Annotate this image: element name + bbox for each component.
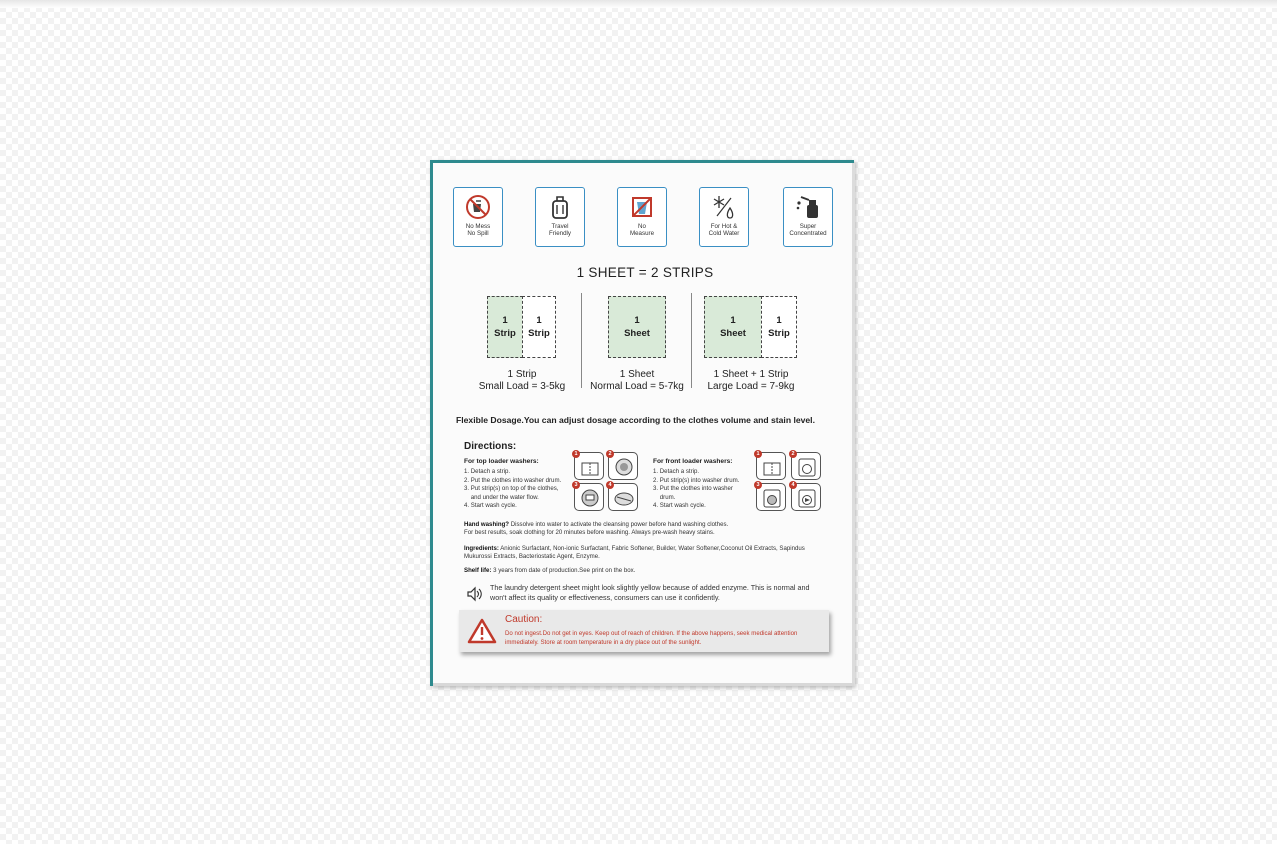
step: 2. Put the clothes into washer drum.: [464, 476, 562, 484]
top-loader-step-tile: [574, 483, 604, 511]
dosage-load: Large Load = 7-9kg: [707, 381, 795, 392]
square-number: 1: [634, 315, 640, 326]
ingredients-label: Ingredients:: [464, 545, 499, 552]
feature-concentrated: [783, 187, 833, 247]
washer-drum-icon: [613, 457, 635, 477]
no-measure-cup-icon: [627, 192, 657, 222]
strip-square: [487, 296, 523, 358]
dosage-caption-normal: [572, 369, 702, 393]
feature-travel: [535, 187, 585, 247]
no-spill-icon: [463, 192, 493, 222]
sheet-square: [704, 296, 762, 358]
square-number: 1: [536, 315, 542, 326]
dosage-amount: 1 Sheet + 1 Strip: [713, 369, 789, 380]
front-loader-step-tile: [791, 483, 821, 511]
caution-title: Caution:: [505, 614, 543, 625]
product-box-back: [430, 160, 854, 686]
step: 1. Detach a strip.: [464, 468, 511, 475]
hand-washing-text: [464, 521, 834, 538]
hand-washing-label: Hand washing?: [464, 521, 510, 528]
warning-triangle-icon: [467, 618, 497, 644]
top-loader-title: For top loader washers:: [464, 458, 539, 465]
step-number: 3: [754, 481, 762, 489]
step: 4. Start wash cycle.: [464, 502, 517, 510]
shelf-life-value: 3 years from date of production.See print on the box.: [491, 567, 636, 574]
front-washer-icon: [761, 488, 783, 508]
feature-label: Super Concentrated: [789, 223, 827, 237]
step-number: 2: [789, 450, 797, 458]
step: 1. Detach a strip.: [653, 468, 700, 475]
directions-title: Directions:: [464, 441, 517, 452]
step: 4. Start wash cycle.: [653, 502, 706, 510]
flexible-dosage-text: Flexible Dosage.You can adjust dosage according to the clothes volume and stain level.: [456, 415, 815, 425]
step: 3. Put strip(s) on top of the clothes,: [464, 485, 559, 493]
feature-label: No Mess No Spill: [465, 223, 491, 237]
window-top-bar: [0, 0, 1277, 8]
square-number: 1: [776, 315, 782, 326]
hand-washing-line2: For best results, soak clothing for 20 minutes before washing. Always pre-wash heavy stains.: [464, 529, 715, 537]
hot-cold-water-icon: [709, 192, 739, 222]
dropper-bottle-icon: [793, 192, 823, 222]
shelf-life-text: [464, 567, 834, 575]
step: drum.: [653, 493, 676, 501]
top-loader-step-tile: [608, 483, 638, 511]
hand-washing-line1: Dissolve into water to activate the cleansing power before hand washing clothes.: [509, 521, 729, 528]
dosage-caption-small: [457, 369, 587, 393]
dosage-caption-large: [686, 369, 816, 393]
dosage-amount: 1 Strip: [507, 369, 537, 380]
detach-strip-icon: [761, 457, 783, 477]
box-bottom-edge: [433, 683, 854, 686]
step-number: 1: [754, 450, 762, 458]
dosage-amount: 1 Sheet: [619, 369, 655, 380]
step: and under the water flow.: [464, 493, 539, 501]
front-loader-step-tile: [756, 483, 786, 511]
step-number: 3: [572, 481, 580, 489]
front-loader-title: For front loader washers:: [653, 458, 733, 465]
step-number: 1: [572, 450, 580, 458]
step-number: 4: [789, 481, 797, 489]
shelf-life-label: Shelf life:: [464, 567, 492, 574]
ingredients-text: [464, 545, 834, 562]
square-label: Strip: [528, 328, 550, 339]
step: 2. Put strip(s) into washer drum.: [653, 476, 740, 484]
square-number: 1: [502, 315, 508, 326]
top-loader-steps: [464, 468, 561, 511]
sheet-square: [608, 296, 666, 358]
feature-label: Travel Friendly: [548, 223, 571, 237]
top-loader-step-tile: [574, 452, 604, 480]
square-number: 1: [730, 315, 736, 326]
front-loader-step-tile: [756, 452, 786, 480]
sheet-strip-equation: 1 SHEET = 2 STRIPS: [576, 265, 714, 280]
strip-square: [761, 296, 797, 358]
feature-no-mess: [453, 187, 503, 247]
step-number: 4: [606, 481, 614, 489]
step: 3. Put the clothes into washer: [653, 485, 733, 493]
strip-square: [522, 296, 556, 358]
dosage-load: Normal Load = 5-7kg: [590, 381, 684, 392]
feature-hot-cold: [699, 187, 749, 247]
speaker-icon: [466, 586, 484, 602]
feature-label: For Hot & Cold Water: [708, 223, 740, 237]
ingredients-list: Anionic Surfactant, Non-ionic Surfactant, Fabric Softener, Builder, Water Softener,Coconut Oil Extracts, Sapindus Mukurossi Extracts, Bacteriostatic Agent, Enzyme.: [464, 545, 805, 561]
detach-strip-icon: [579, 457, 601, 477]
washer-drum-icon: [579, 488, 601, 508]
caution-panel: [459, 610, 829, 652]
step-number: 2: [606, 450, 614, 458]
feature-label: No Measure: [629, 223, 655, 237]
front-loader-steps: [653, 468, 739, 511]
washer-lid-icon: [613, 488, 635, 508]
enzyme-note: The laundry detergent sheet might look slightly yellow because of added enzyme. This is normal and won't affect its quality or effectiveness, consumers can use it confidently.: [490, 583, 810, 602]
square-label: Sheet: [624, 328, 650, 339]
luggage-icon: [545, 192, 575, 222]
front-washer-icon: [796, 457, 818, 477]
box-right-edge: [852, 163, 855, 686]
square-label: Sheet: [720, 328, 746, 339]
square-label: Strip: [494, 328, 516, 339]
feature-no-measure: [617, 187, 667, 247]
top-loader-step-tile: [608, 452, 638, 480]
front-washer-icon: [796, 488, 818, 508]
square-label: Strip: [768, 328, 790, 339]
dosage-load: Small Load = 3-5kg: [478, 381, 566, 392]
front-loader-step-tile: [791, 452, 821, 480]
caution-text: Do not ingest.Do not get in eyes. Keep out of reach of children. If the above happens, seek medical attention immediately. Store at room temperature in a dry place out of the sunlight.: [505, 630, 798, 646]
